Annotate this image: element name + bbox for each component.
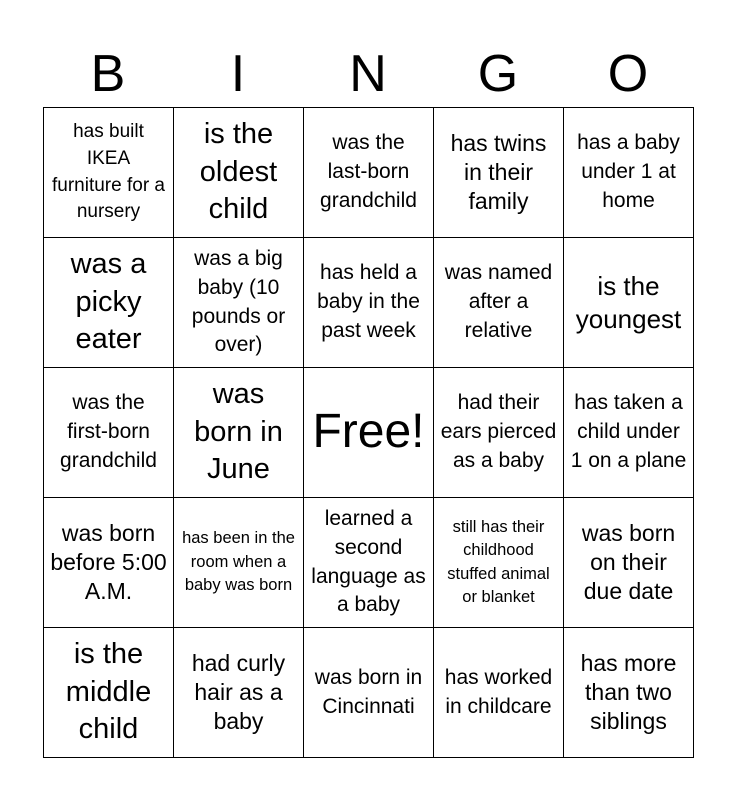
header-letter-o: O: [607, 45, 649, 103]
cell-text: still has their childhood stuffed animal or blanket: [447, 517, 550, 606]
cell-text: has taken a child under 1 on a plane: [570, 391, 687, 472]
cell-text: was born on their due date: [581, 519, 676, 605]
bingo-board: [43, 107, 694, 758]
bingo-cell[interactable]: [434, 368, 564, 498]
cell-text: was the last-born grandchild: [320, 131, 417, 212]
bingo-cell[interactable]: [564, 238, 694, 368]
bingo-cell[interactable]: [434, 498, 564, 628]
bingo-cell[interactable]: [434, 628, 564, 758]
header-letter-i: I: [230, 45, 246, 103]
free-space-cell[interactable]: [304, 368, 434, 498]
bingo-cell[interactable]: [44, 628, 174, 758]
header-letter-g: G: [477, 45, 519, 103]
header-letter-n: N: [349, 45, 387, 103]
cell-text: has built IKEA furniture for a nursery: [52, 121, 165, 223]
cell-text: had their ears pierced as a baby: [440, 391, 557, 472]
cell-text: had curly hair as a baby: [191, 649, 286, 735]
cell-text: was born in June: [194, 377, 283, 486]
cell-text: has a baby under 1 at home: [577, 131, 680, 212]
cell-text: was a picky eater: [70, 247, 147, 356]
cell-text: has twins in their family: [450, 129, 547, 215]
bingo-cell[interactable]: [564, 498, 694, 628]
cell-text: was born before 5:00 A.M.: [50, 519, 167, 605]
cell-text: learned a second language as a baby: [311, 506, 426, 617]
bingo-cell[interactable]: [564, 368, 694, 498]
bingo-cell[interactable]: [44, 238, 174, 368]
free-space-text: Free!: [312, 405, 425, 459]
cell-text: was a big baby (10 pounds or over): [191, 246, 286, 357]
cell-text: has held a baby in the past week: [317, 261, 420, 342]
bingo-cell[interactable]: [304, 238, 434, 368]
bingo-cell[interactable]: [174, 238, 304, 368]
bingo-cell[interactable]: [564, 628, 694, 758]
cell-text: was the first-born grandchild: [60, 391, 157, 472]
bingo-cell[interactable]: [44, 108, 174, 238]
bingo-cell[interactable]: [174, 498, 304, 628]
bingo-cell[interactable]: [564, 108, 694, 238]
cell-text: is the middle child: [65, 637, 152, 746]
bingo-cell[interactable]: [434, 108, 564, 238]
cell-text: was born in Cincinnati: [314, 665, 423, 718]
cell-text: is the oldest child: [199, 117, 278, 226]
bingo-cell[interactable]: [174, 368, 304, 498]
cell-text: has been in the room when a baby was born: [182, 529, 295, 595]
header-letter-b: B: [90, 45, 126, 103]
bingo-cell[interactable]: [434, 238, 564, 368]
bingo-cell[interactable]: [174, 108, 304, 238]
bingo-cell[interactable]: [44, 498, 174, 628]
cell-text: has worked in childcare: [444, 665, 553, 718]
cell-text: has more than two siblings: [580, 649, 677, 735]
bingo-cell[interactable]: [174, 628, 304, 758]
bingo-cell[interactable]: [304, 498, 434, 628]
bingo-cell[interactable]: [304, 628, 434, 758]
bingo-cell[interactable]: [44, 368, 174, 498]
bingo-header: [43, 44, 693, 104]
cell-text: is the youngest: [575, 270, 682, 334]
bingo-cell[interactable]: [304, 108, 434, 238]
cell-text: was named after a relative: [444, 261, 553, 342]
